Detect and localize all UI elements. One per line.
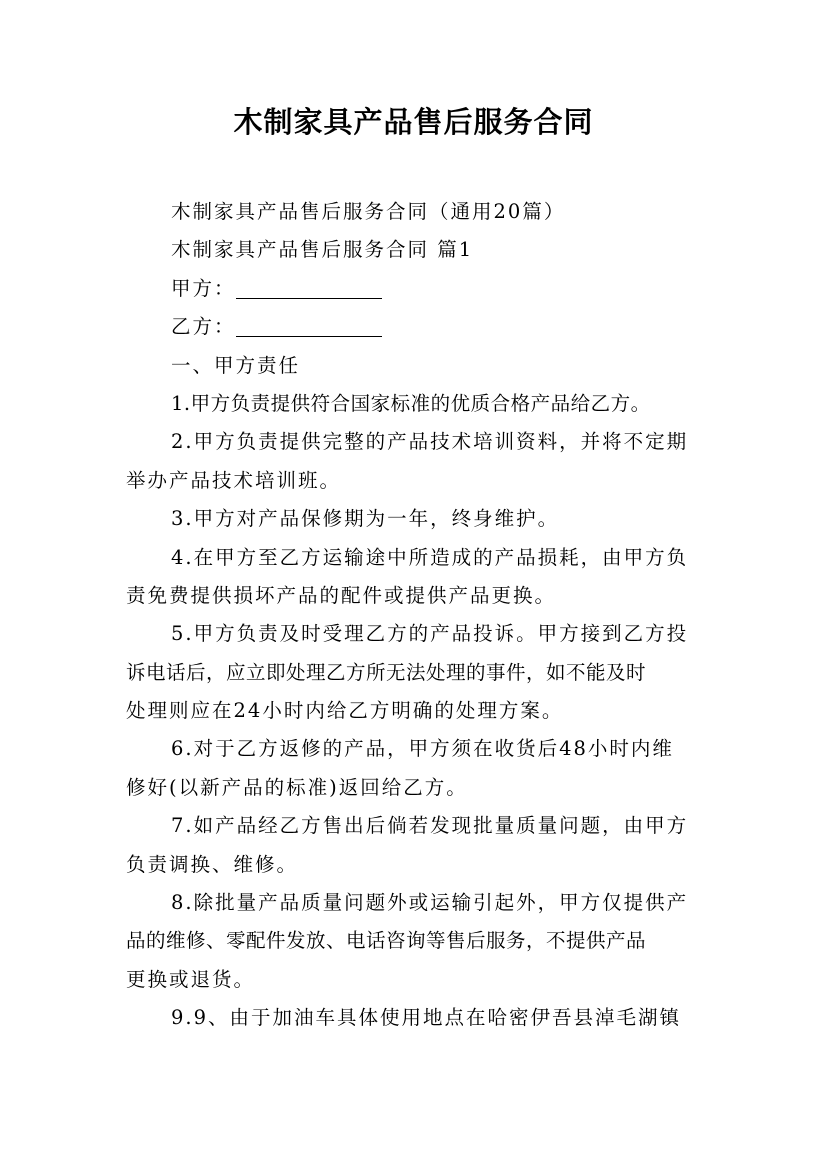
document-body — [126, 193, 706, 1038]
paragraph-line: 5.甲方负责及时受理乙方的产品投诉。甲方接到乙方投 — [171, 622, 689, 646]
party-a-label: 甲方： — [171, 276, 236, 300]
paragraph-line: 责免费提供损坏产品的配件或提供产品更换。 — [126, 583, 557, 607]
party-b-label: 乙方： — [171, 315, 236, 339]
paragraph-line: 处理则应在24小时内给乙方明确的处理方案。 — [126, 699, 564, 723]
paragraph-line: 1.甲方负责提供符合国家标准的优质合格产品给乙方。 — [171, 391, 651, 415]
paragraph-line: 品的维修、零配件发放、电话咨询等售后服务，不提供产品 — [126, 929, 647, 953]
heading-full: 木制家具产品售后服务合同（通用20篇） — [171, 200, 566, 223]
paragraph-line: 3.甲方对产品保修期为一年，终身维护。 — [171, 507, 560, 531]
paragraph-line: 诉电话后，应立即处理乙方所无法处理的事件，如不能及时 — [126, 660, 647, 684]
paragraph-line: 7.如产品经乙方售出后倘若发现批量质量问题，由甲方 — [171, 814, 689, 838]
paragraph-line: 4.在甲方至乙方运输途中所造成的产品损耗，由甲方负 — [171, 545, 689, 569]
document-title: 木制家具产品售后服务合同 — [233, 105, 594, 139]
party-b-row — [126, 308, 706, 346]
paragraph-line: 9.9、由于加油车具体使用地点在哈密伊吾县淖毛湖镇 — [171, 1006, 682, 1030]
section-title: 一、甲方责任 — [171, 353, 301, 377]
paragraph-line: 6.对于乙方返修的产品，甲方须在收货后48小时内维 — [171, 737, 674, 761]
party-b-blank — [236, 316, 382, 337]
paragraph-line: 更换或退货。 — [126, 967, 256, 991]
party-a-blank — [236, 278, 382, 299]
paragraph-line: 2.甲方负责提供完整的产品技术培训资料，并将不定期 — [171, 430, 689, 454]
paragraph-line: 修好(以新产品的标准)返回给乙方。 — [126, 775, 468, 799]
heading-part: 木制家具产品售后服务合同 篇1 — [171, 238, 474, 262]
paragraph-line: 8.除批量产品质量问题外或运输引起外，甲方仅提供产 — [171, 891, 689, 915]
paragraph-line: 举办产品技术培训班。 — [126, 468, 342, 492]
paragraph-line: 负责调换、维修。 — [126, 852, 299, 876]
party-a-row — [126, 270, 706, 308]
